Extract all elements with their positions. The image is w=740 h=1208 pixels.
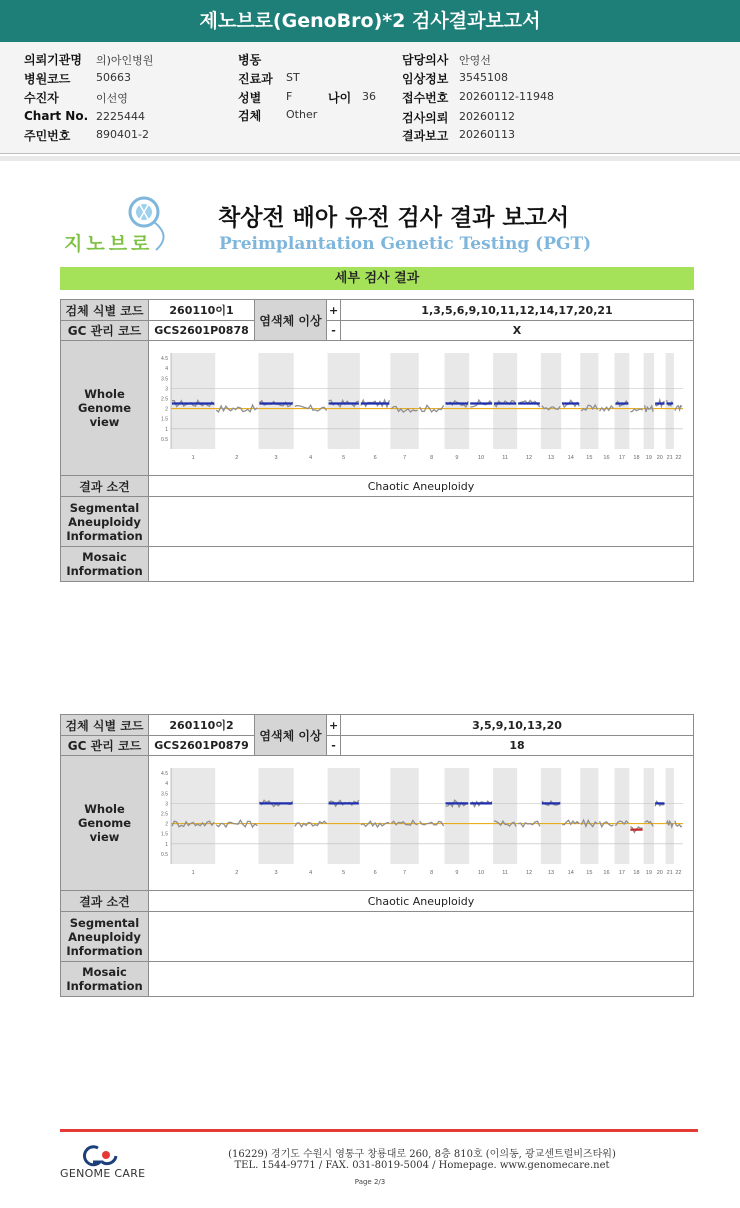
y-tick-label: 0.5 [161, 851, 168, 858]
age-label: 나이 [328, 91, 352, 105]
report-date-value: 20260113 [459, 128, 515, 141]
gain-chromosomes: 1,3,5,6,9,10,11,12,14,17,20,21 [341, 300, 694, 321]
report-subtitle: Preimplantation Genetic Testing (PGT) [219, 234, 592, 254]
x-tick-label: 7 [402, 870, 407, 876]
examinee-row [24, 89, 128, 106]
y-tick-label: 2.5 [161, 396, 168, 403]
ward-label: 병동 [238, 53, 262, 67]
request-value: 20260112 [459, 110, 515, 123]
loss-chromosomes: 18 [341, 736, 694, 756]
x-tick-label: 6 [373, 455, 377, 461]
y-tick-label: 3.5 [161, 791, 168, 798]
resident-label: 주민번호 [24, 129, 71, 143]
report-date-label: 결과보고 [402, 129, 449, 143]
chromosome-band [328, 768, 360, 864]
y-tick-label: 2 [165, 821, 168, 828]
x-tick-label: 15 [586, 455, 593, 461]
receipt-label: 접수번호 [402, 91, 449, 105]
chromosome-band [258, 768, 293, 864]
copy-number-trace [295, 405, 327, 411]
gc-code-value: GCS2601P0878 [149, 321, 255, 341]
x-tick-label: 20 [656, 870, 663, 876]
x-tick-label: 2 [235, 870, 239, 876]
whole-genome-cell [149, 756, 694, 891]
x-tick-label: 8 [430, 455, 434, 461]
gc-code-header: GC 관리 코드 [61, 736, 149, 756]
sex-label: 성별 [238, 91, 262, 105]
sample-result-table-2 [60, 714, 694, 997]
mosaic-value [149, 547, 694, 582]
hospital-code-value: 50663 [96, 71, 131, 84]
chromosome-band [644, 353, 655, 449]
institution-value: 의)아인병원 [96, 54, 154, 67]
gain-sign: + [327, 300, 341, 321]
genome-care-logo-text: GENOME CARE [60, 1167, 146, 1180]
report-date-row [402, 127, 515, 144]
specimen-row [238, 107, 318, 124]
chart-value: 2225444 [96, 110, 145, 123]
institution-row [24, 51, 154, 68]
x-tick-label: 16 [603, 455, 610, 461]
ward-row [238, 51, 261, 68]
x-tick-label: 3 [274, 455, 278, 461]
institution-label: 의뢰기관명 [24, 53, 82, 67]
age-row [328, 89, 376, 106]
header-divider [0, 156, 740, 161]
x-tick-label: 10 [478, 455, 485, 461]
dept-value: ST [286, 71, 300, 84]
page-number: Page 2/3 [354, 1178, 386, 1186]
mosaic-header: Mosaic Information [61, 547, 149, 582]
resident-value: 890401-2 [96, 128, 149, 141]
y-tick-label: 1 [165, 426, 168, 433]
loss-sign: - [327, 736, 341, 756]
y-tick-label: 2 [165, 406, 168, 413]
whole-genome-cell [149, 341, 694, 476]
doctor-label: 담당의사 [402, 53, 449, 67]
x-tick-label: 4 [309, 455, 313, 461]
y-tick-label: 4 [165, 366, 168, 373]
dept-row [238, 70, 300, 87]
y-tick-label: 4 [165, 781, 168, 788]
mosaic-header: Mosaic Information [61, 962, 149, 997]
loss-chromosomes: X [341, 321, 694, 341]
copy-number-trace [216, 405, 257, 412]
chart-label: Chart No. [24, 109, 89, 123]
receipt-value: 20260112-11948 [459, 90, 554, 103]
x-tick-label: 17 [618, 870, 625, 876]
clinical-value: 3545108 [459, 71, 508, 84]
gc-code-value: GCS2601P0879 [149, 736, 255, 756]
chromosome-band [171, 768, 215, 864]
clinical-row [402, 70, 508, 87]
x-tick-label: 7 [402, 455, 407, 461]
sample-result-table-1 [60, 299, 694, 582]
y-tick-label: 1.5 [161, 416, 168, 423]
x-tick-label: 18 [633, 455, 640, 461]
x-tick-label: 9 [455, 455, 459, 461]
mosaic-value [149, 962, 694, 997]
chromosome-band [390, 768, 418, 864]
x-tick-label: 14 [567, 455, 574, 461]
doctor-value: 안영선 [459, 54, 491, 67]
clinical-label: 임상정보 [402, 72, 449, 86]
genobro-logo-text: 지노브로 [64, 233, 154, 255]
detail-results-section-bar: 세부 검사 결과 [60, 267, 694, 290]
x-tick-label: 19 [645, 870, 652, 876]
age-value: 36 [362, 90, 376, 103]
x-tick-label: 20 [656, 455, 663, 461]
request-label: 검사의뢰 [402, 111, 449, 125]
x-tick-label: 9 [455, 870, 459, 876]
x-tick-label: 22 [675, 455, 682, 461]
chromosome-band [541, 353, 561, 449]
segmental-value [149, 912, 694, 962]
chromosome-band [390, 353, 418, 449]
x-tick-label: 5 [342, 455, 346, 461]
x-tick-label: 5 [342, 870, 346, 876]
doctor-row [402, 51, 491, 68]
loss-sign: - [327, 321, 341, 341]
hospital-code-row [24, 70, 131, 87]
chart-row [24, 109, 145, 123]
x-tick-label: 12 [525, 455, 533, 461]
chromosome-band [445, 353, 470, 449]
x-tick-label: 1 [191, 455, 195, 461]
result-header: 결과 소견 [61, 476, 149, 497]
segmental-header: Segmental Aneuploidy Information [61, 912, 149, 962]
chromosome-band [615, 768, 630, 864]
whole-genome-header: Whole Genome view [61, 756, 149, 891]
y-tick-label: 4.5 [161, 356, 168, 363]
specimen-label: 검체 [238, 109, 262, 123]
footer-divider [60, 1129, 698, 1132]
copy-number-trace [216, 820, 257, 827]
y-tick-label: 3.5 [161, 376, 168, 383]
gain-chromosomes: 3,5,9,10,13,20 [341, 715, 694, 736]
result-value: Chaotic Aneuploidy [149, 476, 694, 497]
whole-genome-header: Whole Genome view [61, 341, 149, 476]
report-title: 착상전 배아 유전 검사 결과 보고서 [218, 205, 570, 231]
x-tick-label: 6 [373, 870, 377, 876]
y-tick-label: 1.5 [161, 831, 168, 838]
whole-genome-plot [153, 345, 689, 471]
x-tick-label: 13 [547, 455, 555, 461]
x-tick-label: 16 [603, 870, 610, 876]
x-tick-label: 1 [191, 870, 195, 876]
chrom-abnormality-header: 염색체 이상 [255, 715, 327, 756]
x-tick-label: 21 [666, 455, 673, 461]
chromosome-band [615, 353, 630, 449]
patient-info-panel [0, 42, 740, 154]
y-tick-label: 0.5 [161, 436, 168, 443]
receipt-row [402, 89, 554, 106]
request-row [402, 109, 515, 126]
x-tick-label: 8 [430, 870, 434, 876]
x-tick-label: 11 [502, 455, 508, 461]
sample-id-value: 260110이2 [149, 715, 255, 736]
copy-number-trace [630, 409, 642, 412]
footer-contact: TEL. 1544-9771 / FAX. 031-8019-5004 / Homepage. www.genomecare.net [234, 1160, 610, 1171]
x-tick-label: 12 [525, 870, 533, 876]
chromosome-band [541, 768, 561, 864]
x-tick-label: 3 [274, 870, 278, 876]
chromosome-band [493, 768, 517, 864]
segmental-header: Segmental Aneuploidy Information [61, 497, 149, 547]
x-tick-label: 17 [618, 455, 625, 461]
x-tick-label: 13 [547, 870, 555, 876]
gain-sign: + [327, 715, 341, 736]
x-tick-label: 2 [235, 455, 239, 461]
gc-code-header: GC 관리 코드 [61, 321, 149, 341]
sex-row [238, 89, 293, 106]
chromosome-band [445, 768, 470, 864]
result-header: 결과 소견 [61, 891, 149, 912]
sex-value: F [286, 90, 293, 103]
chromosome-band [644, 768, 655, 864]
whole-genome-plot [153, 760, 689, 886]
y-tick-label: 3 [165, 386, 168, 393]
chromosome-band [580, 353, 598, 449]
x-tick-label: 14 [567, 870, 574, 876]
sample-id-header: 검체 식별 코드 [61, 715, 149, 736]
sample-id-header: 검체 식별 코드 [61, 300, 149, 321]
dept-label: 진료과 [238, 72, 273, 86]
footer-address: (16229) 경기도 수원시 영통구 창룡대로 260, 8층 810호 (이의동, 광교센트럴비즈타워) [228, 1149, 616, 1160]
report-header-title: 제노브로(GenoBro)*2 검사결과보고서 [0, 0, 740, 42]
x-tick-label: 15 [586, 870, 593, 876]
x-tick-label: 22 [675, 870, 682, 876]
examinee-label: 수진자 [24, 91, 59, 105]
chrom-abnormality-header: 염색체 이상 [255, 300, 327, 341]
examinee-value: 이선영 [96, 92, 128, 105]
chromosome-band [580, 768, 598, 864]
y-tick-label: 4.5 [161, 771, 168, 778]
y-tick-label: 3 [165, 801, 168, 808]
x-tick-label: 10 [478, 870, 485, 876]
x-tick-label: 4 [309, 870, 313, 876]
copy-number-trace [361, 821, 390, 827]
result-value: Chaotic Aneuploidy [149, 891, 694, 912]
y-tick-label: 1 [165, 841, 168, 848]
resident-row [24, 127, 149, 144]
chromosome-band [666, 768, 674, 864]
x-tick-label: 11 [502, 870, 508, 876]
x-tick-label: 19 [645, 455, 652, 461]
chromosome-band [258, 353, 293, 449]
chromosome-band [171, 353, 215, 449]
specimen-value: Other [286, 108, 318, 121]
segmental-value [149, 497, 694, 547]
hospital-code-label: 병원코드 [24, 72, 71, 86]
x-tick-label: 21 [666, 870, 673, 876]
x-tick-label: 18 [633, 870, 640, 876]
y-tick-label: 2.5 [161, 811, 168, 818]
sample-id-value: 260110이1 [149, 300, 255, 321]
